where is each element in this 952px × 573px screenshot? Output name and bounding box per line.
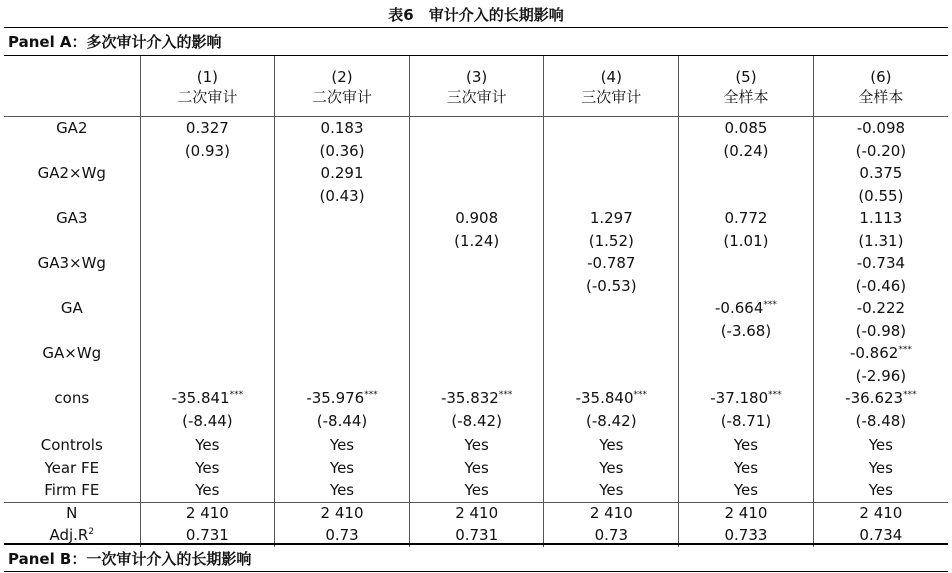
t-stat: (-8.42) <box>586 411 637 430</box>
coef-line <box>816 297 946 320</box>
coef-value: 0.291 <box>320 164 364 182</box>
coef-value: 0.375 <box>859 164 903 182</box>
coef-cell <box>813 297 948 342</box>
coef-cell <box>679 207 814 252</box>
coef-line <box>816 387 946 410</box>
significance-stars: *** <box>229 390 244 400</box>
t-stat: (-2.96) <box>855 366 907 385</box>
column-header <box>275 56 410 117</box>
t-stat: (0.43) <box>319 186 365 205</box>
variable-name: GA2 <box>56 119 88 137</box>
coef-line <box>143 387 273 410</box>
t-stat: (-8.44) <box>182 411 233 430</box>
coef-cell <box>140 342 275 387</box>
column-header <box>813 56 948 117</box>
column-label: 二次审计 <box>177 88 238 106</box>
t-stat: (1.52) <box>588 231 634 250</box>
coef-value: -0.862 <box>849 344 899 362</box>
coef-cell <box>409 117 544 163</box>
control-value: Yes <box>409 432 544 457</box>
control-value: Yes <box>679 457 814 480</box>
coef-line <box>816 342 946 365</box>
coef-value: 0.772 <box>724 209 768 227</box>
coef-cell <box>140 162 275 207</box>
coef-cell <box>140 117 275 163</box>
coef-cell <box>409 252 544 297</box>
coef-line <box>546 387 676 410</box>
stat-superscript: 2 <box>88 526 95 537</box>
t-stat: (-8.44) <box>316 411 368 430</box>
stat-value: 2 410 <box>813 502 948 525</box>
significance-stars: *** <box>763 300 777 310</box>
control-name: Controls <box>40 436 103 454</box>
control-value: Yes <box>813 457 948 480</box>
coef-cell <box>409 297 544 342</box>
variable-name: GA3 <box>56 209 88 227</box>
column-header <box>140 56 275 117</box>
coef-value: -36.623 <box>845 389 904 407</box>
coef-cell <box>679 297 814 342</box>
coef-cell <box>813 207 948 252</box>
coef-cell <box>679 387 814 432</box>
coef-cell <box>544 342 679 387</box>
coef-cell <box>813 162 948 207</box>
coef-value: -37.180 <box>710 389 769 407</box>
coef-value: -35.832 <box>440 389 499 407</box>
coef-line <box>816 117 946 140</box>
control-value: Yes <box>813 432 948 457</box>
coef-line <box>681 387 811 410</box>
stat-value: 2 410 <box>409 502 544 525</box>
variable-row <box>4 117 948 163</box>
coef-value: -0.664 <box>715 299 764 317</box>
t-stat: (-0.53) <box>586 276 637 295</box>
variable-row <box>4 387 948 432</box>
coef-line <box>681 207 811 230</box>
coef-value: 1.113 <box>859 209 903 227</box>
top-rule <box>4 27 948 28</box>
t-stat: (0.36) <box>319 141 365 160</box>
column-number: (1) <box>196 68 218 86</box>
coef-cell <box>409 162 544 207</box>
stat-value: 0.73 <box>275 525 410 547</box>
coef-value: -0.734 <box>856 254 906 272</box>
coef-cell <box>679 252 814 297</box>
column-label: 二次审计 <box>312 88 373 106</box>
variable-row <box>4 297 948 342</box>
significance-stars: *** <box>898 345 912 355</box>
coef-value: -0.098 <box>856 119 906 137</box>
control-value: Yes <box>544 432 679 457</box>
significance-stars: *** <box>768 390 782 400</box>
variable-name: cons <box>54 389 90 407</box>
variable-row <box>4 342 948 387</box>
significance-stars: *** <box>903 390 917 400</box>
coef-cell <box>813 387 948 432</box>
variable-row <box>4 207 948 252</box>
coef-cell <box>813 117 948 163</box>
column-number: (2) <box>331 68 353 86</box>
significance-stars: *** <box>364 390 378 400</box>
stat-value: 0.731 <box>409 525 544 547</box>
stat-value: 2 410 <box>679 502 814 525</box>
column-number: (4) <box>600 68 622 86</box>
t-stat: (-3.68) <box>720 321 772 340</box>
coef-line <box>681 297 811 320</box>
coef-line <box>277 387 407 410</box>
t-stat: (-8.48) <box>855 411 907 430</box>
t-stat: (0.24) <box>723 141 769 160</box>
stat-value: 2 410 <box>140 502 275 525</box>
control-value: Yes <box>275 457 410 480</box>
column-header <box>409 56 544 117</box>
variable-name: GA <box>60 299 83 317</box>
t-stat: (-8.42) <box>451 411 502 430</box>
coef-value: 0.085 <box>724 119 768 137</box>
column-number: (5) <box>735 68 757 86</box>
coef-line <box>681 117 811 140</box>
coef-cell <box>275 162 410 207</box>
coef-line <box>546 252 676 275</box>
coef-line <box>277 117 407 140</box>
coef-cell <box>544 117 679 163</box>
t-stat: (-8.71) <box>720 411 772 430</box>
column-label: 三次审计 <box>446 88 507 106</box>
column-header <box>679 56 814 117</box>
t-stat: (1.24) <box>454 231 500 250</box>
coef-cell <box>544 297 679 342</box>
control-value: Yes <box>544 479 679 502</box>
control-value: Yes <box>409 457 544 480</box>
coef-line <box>546 207 676 230</box>
coef-cell <box>140 207 275 252</box>
coef-cell <box>275 207 410 252</box>
coef-cell <box>275 297 410 342</box>
coef-cell <box>409 207 544 252</box>
coef-cell <box>409 387 544 432</box>
stat-value: 2 410 <box>275 502 410 525</box>
coef-value: -35.840 <box>575 389 634 407</box>
coef-cell <box>275 252 410 297</box>
coef-line <box>277 162 407 185</box>
coef-value: -0.787 <box>587 254 636 272</box>
control-value: Yes <box>140 479 275 502</box>
control-row <box>4 479 948 502</box>
table-title: 表6 审计介入的长期影响 <box>388 6 564 24</box>
control-value: Yes <box>409 479 544 502</box>
column-header <box>544 56 679 117</box>
control-name: Year FE <box>44 458 100 477</box>
column-number: (3) <box>466 68 488 86</box>
coef-cell <box>140 387 275 432</box>
stat-value: 0.733 <box>679 525 814 547</box>
coef-cell <box>679 162 814 207</box>
significance-stars: *** <box>498 390 513 400</box>
control-value: Yes <box>275 479 410 502</box>
coef-cell <box>544 162 679 207</box>
column-number: (6) <box>870 68 892 86</box>
column-label: 全样本 <box>858 88 904 106</box>
coef-line <box>412 387 542 410</box>
coef-cell <box>409 342 544 387</box>
coef-line <box>412 207 542 230</box>
regression-table <box>4 56 948 547</box>
stat-name-cell <box>4 502 140 525</box>
stat-value: 0.734 <box>813 525 948 547</box>
control-value: Yes <box>679 479 814 502</box>
coef-value: 1.297 <box>589 209 633 227</box>
coef-line <box>143 117 273 140</box>
control-value: Yes <box>679 432 814 457</box>
panel-b-label: Panel B：一次审计介入的长期影响 <box>8 550 252 568</box>
coef-cell <box>275 117 410 163</box>
control-value: Yes <box>813 479 948 502</box>
panel-b-rule <box>4 571 948 572</box>
coef-cell <box>679 342 814 387</box>
coef-line <box>816 252 946 275</box>
coef-cell <box>140 252 275 297</box>
variable-name: GA3×Wg <box>37 254 106 272</box>
significance-stars: *** <box>633 390 647 400</box>
t-stat: (1.01) <box>723 231 769 250</box>
coef-cell <box>813 252 948 297</box>
t-stat: (-0.46) <box>855 276 907 295</box>
coef-value: -35.841 <box>171 389 230 407</box>
coef-value: 0.327 <box>185 119 229 137</box>
variable-name: GA×Wg <box>42 344 102 362</box>
header-stub <box>4 56 140 117</box>
control-value: Yes <box>544 457 679 480</box>
coef-cell <box>275 387 410 432</box>
column-label: 全样本 <box>723 88 769 106</box>
coef-cell <box>544 252 679 297</box>
coef-cell <box>544 207 679 252</box>
control-row <box>4 457 948 480</box>
variable-name: GA2×Wg <box>37 164 106 182</box>
t-stat: (0.93) <box>184 141 230 160</box>
variable-row <box>4 252 948 297</box>
stat-name: N <box>66 503 78 522</box>
coef-line <box>816 162 946 185</box>
bottom-rule-panel-a <box>4 543 948 545</box>
t-stat: (-0.20) <box>855 141 907 160</box>
header-row <box>4 56 948 117</box>
coef-cell <box>679 117 814 163</box>
coef-line <box>816 207 946 230</box>
control-row <box>4 432 948 457</box>
stat-value: 0.73 <box>544 525 679 547</box>
stat-row <box>4 502 948 525</box>
variable-row <box>4 162 948 207</box>
control-value: Yes <box>140 432 275 457</box>
stat-name: Adj.R <box>49 525 89 544</box>
coef-cell <box>275 342 410 387</box>
coef-value: 0.908 <box>455 209 499 227</box>
t-stat: (1.31) <box>858 231 904 250</box>
coef-value: -0.222 <box>856 299 906 317</box>
t-stat: (-0.98) <box>855 321 907 340</box>
column-label: 三次审计 <box>581 88 642 106</box>
coef-cell <box>140 297 275 342</box>
coef-cell <box>813 342 948 387</box>
control-value: Yes <box>140 457 275 480</box>
control-value: Yes <box>275 432 410 457</box>
coef-cell <box>544 387 679 432</box>
panel-a-label: Panel A：多次审计介入的影响 <box>8 33 222 51</box>
control-name: Firm FE <box>44 481 100 499</box>
coef-value: 0.183 <box>320 119 364 137</box>
stat-value: 0.731 <box>140 525 275 547</box>
t-stat: (0.55) <box>858 186 904 205</box>
coef-value: -35.976 <box>306 389 365 407</box>
stat-value: 2 410 <box>544 502 679 525</box>
